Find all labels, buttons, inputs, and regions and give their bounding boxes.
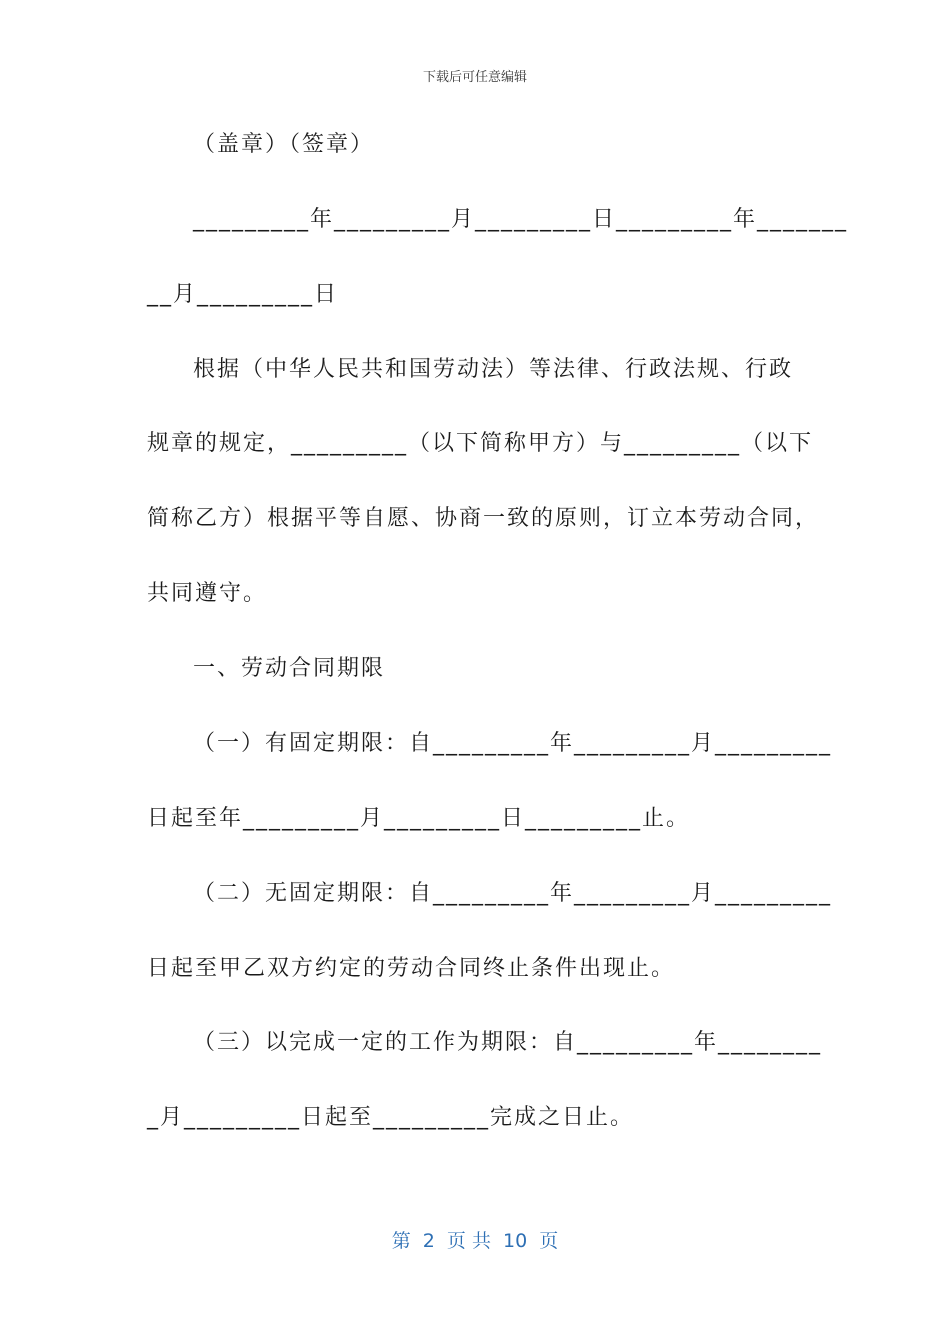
header-note: 下载后可任意编辑 xyxy=(422,70,527,85)
clause-open-term-cont: 日起至甲乙双方约定的劳动合同终止条件出现止。 xyxy=(147,956,676,981)
date-line-2: __月_________日 xyxy=(147,282,339,307)
page-number: 第 2 页 共 10 页 xyxy=(391,1230,559,1252)
paragraph-line: 简称乙方）根据平等自愿、协商一致的原则，订立本劳动合同， xyxy=(147,506,820,531)
seal-signature-line: （盖章）（签章） xyxy=(193,132,375,157)
paragraph-line: 规章的规定，_________（以下简称甲方）与_________（以下 xyxy=(147,431,814,456)
clause-fixed-term-cont: 日起至年_________月_________日_________止。 xyxy=(147,806,691,831)
paragraph-line: 根据（中华人民共和国劳动法）等法律、行政法规、行政 xyxy=(193,357,794,382)
clause-fixed-term: （一）有固定期限：自_________年_________月_________ xyxy=(193,731,833,756)
clause-open-term: （二）无固定期限：自_________年_________月_________ xyxy=(193,881,833,906)
date-line-1: _________年_________月_________日_________年_______ xyxy=(193,207,849,232)
clause-task-term-cont: _月_________日起至_________完成之日止。 xyxy=(147,1105,635,1130)
section-heading: 一、劳动合同期限 xyxy=(193,656,386,681)
clause-task-term: （三）以完成一定的工作为期限：自_________年________ xyxy=(193,1030,823,1055)
paragraph-line: 共同遵守。 xyxy=(147,581,268,606)
